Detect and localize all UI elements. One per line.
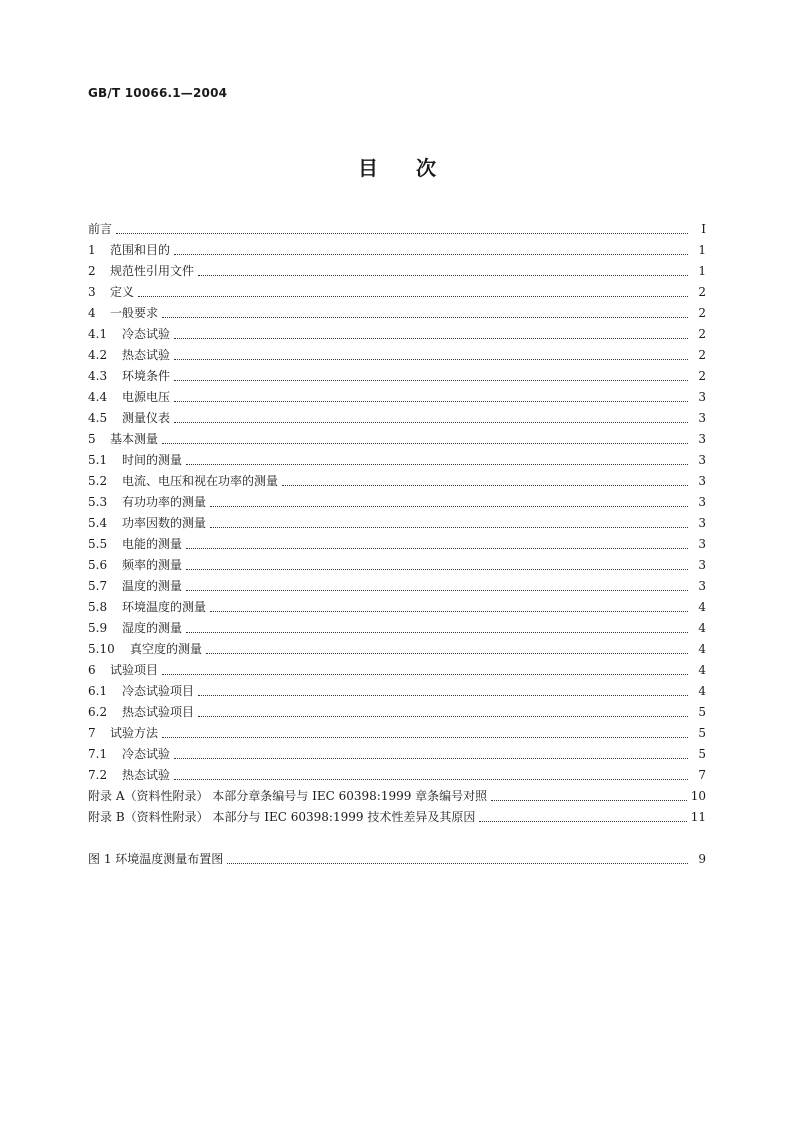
toc-entry-label: 前言 xyxy=(88,222,113,236)
toc-entry[interactable] xyxy=(88,576,706,597)
toc-entry-label: 电源电压 xyxy=(122,390,171,404)
toc-entry[interactable] xyxy=(88,324,706,345)
toc-entry-label: 温度的测量 xyxy=(122,579,183,593)
toc-entry-number: 5.9 xyxy=(88,621,108,635)
toc-entry[interactable] xyxy=(88,513,706,534)
toc-entry-page: 3 xyxy=(698,432,706,446)
toc-entry-label: 真空度的测量 xyxy=(130,642,203,656)
toc-entry-label: 环境温度的测量 xyxy=(122,600,207,614)
toc-dot-leader xyxy=(174,240,688,261)
toc-dot-leader xyxy=(174,765,688,786)
toc-entry-page: 2 xyxy=(698,348,706,362)
toc-entry-label: 规范性引用文件 xyxy=(110,264,195,278)
toc-entry-number: 5 xyxy=(88,432,96,446)
toc-entry-page: 2 xyxy=(698,306,706,320)
toc-entry-number: 5.4 xyxy=(88,516,108,530)
toc-entry-label: 附录 A（资料性附录） 本部分章条编号与 IEC 60398:1999 章条编号对照 xyxy=(88,789,488,803)
toc-entry-page: 4 xyxy=(698,663,706,677)
toc-spacer xyxy=(88,828,706,849)
toc-entry[interactable] xyxy=(88,555,706,576)
toc-entry-number: 4.1 xyxy=(88,327,108,341)
toc-entry-number: 5.7 xyxy=(88,579,108,593)
toc-entry-page: 4 xyxy=(698,600,706,614)
toc-entry[interactable] xyxy=(88,681,706,702)
toc-dot-leader xyxy=(198,702,688,723)
toc-entry-label: 试验项目 xyxy=(110,663,159,677)
toc-entry-page: 3 xyxy=(698,558,706,572)
toc-entry-number: 7 xyxy=(88,726,96,740)
toc-dot-leader xyxy=(174,387,688,408)
toc-entry-page: 11 xyxy=(690,810,706,824)
toc-entry-number: 7.1 xyxy=(88,747,108,761)
page-title: 目次 xyxy=(358,156,474,180)
toc-entry[interactable] xyxy=(88,471,706,492)
toc-entry-number: 5.1 xyxy=(88,453,108,467)
toc-entry-page: 4 xyxy=(698,642,706,656)
toc-entry-label: 冷态试验 xyxy=(122,327,171,341)
toc-entry[interactable] xyxy=(88,303,706,324)
toc-entry-page: 3 xyxy=(698,474,706,488)
toc-entry-label: 时间的测量 xyxy=(122,453,183,467)
toc-dot-leader xyxy=(210,492,688,513)
toc-dot-leader xyxy=(116,219,688,240)
toc-dot-leader xyxy=(210,597,688,618)
toc-entry-number: 6 xyxy=(88,663,96,677)
toc-entry-number: 5.6 xyxy=(88,558,108,572)
toc-dot-leader xyxy=(138,282,688,303)
toc-entry-page: 3 xyxy=(698,390,706,404)
toc-entry[interactable] xyxy=(88,702,706,723)
toc-dot-leader xyxy=(186,555,688,576)
toc-entry-page: 5 xyxy=(698,705,706,719)
toc-entry-label: 试验方法 xyxy=(110,726,159,740)
toc-entry[interactable] xyxy=(88,744,706,765)
toc-entry[interactable] xyxy=(88,597,706,618)
toc-entry-number: 2 xyxy=(88,264,96,278)
toc-entry-label: 频率的测量 xyxy=(122,558,183,572)
toc-dot-leader xyxy=(174,366,688,387)
toc-dot-leader xyxy=(210,513,688,534)
toc-entry-page: 9 xyxy=(698,852,706,866)
toc-entry-page: 5 xyxy=(698,747,706,761)
toc-dot-leader xyxy=(186,618,688,639)
toc-entry[interactable] xyxy=(88,534,706,555)
toc-entry-label: 附录 B（资料性附录） 本部分与 IEC 60398:1999 技术性差异及其原因 xyxy=(88,810,476,824)
toc-entry[interactable] xyxy=(88,387,706,408)
toc-dot-leader xyxy=(186,450,688,471)
toc-entry-number: 5.3 xyxy=(88,495,108,509)
standard-code: GB/T 10066.1—2004 xyxy=(88,86,228,100)
toc-entry-page: 2 xyxy=(698,369,706,383)
toc-entry-page: 3 xyxy=(698,411,706,425)
toc-entry-page: 10 xyxy=(690,789,706,803)
toc-entry-number: 4 xyxy=(88,306,96,320)
toc-entry[interactable] xyxy=(88,450,706,471)
toc-entry[interactable] xyxy=(88,492,706,513)
toc-entry-label: 冷态试验 xyxy=(122,747,171,761)
toc-entry-page: 3 xyxy=(698,516,706,530)
toc-entry[interactable] xyxy=(88,765,706,786)
toc-entry-label: 热态试验 xyxy=(122,768,171,782)
toc-entry-page: 4 xyxy=(698,684,706,698)
toc-entry[interactable] xyxy=(88,639,706,660)
toc-dot-leader xyxy=(198,681,688,702)
toc-entry-page: 5 xyxy=(698,726,706,740)
toc-entry-number: 1 xyxy=(88,243,96,257)
toc-entry-number: 6.1 xyxy=(88,684,108,698)
toc-entry-number: 5.10 xyxy=(88,642,115,656)
toc-entry-page: 4 xyxy=(698,621,706,635)
toc-entry[interactable] xyxy=(88,807,706,828)
toc-entry-number: 5.8 xyxy=(88,600,108,614)
toc-entry-page: 3 xyxy=(698,579,706,593)
toc-entry-label: 热态试验项目 xyxy=(122,705,195,719)
toc-entry[interactable] xyxy=(88,261,706,282)
toc-entry-label: 测量仪表 xyxy=(122,411,171,425)
toc-dot-leader xyxy=(174,744,688,765)
toc-entry-label: 有功功率的测量 xyxy=(122,495,207,509)
toc-entry-number: 4.5 xyxy=(88,411,108,425)
toc-entry-label: 功率因数的测量 xyxy=(122,516,207,530)
toc-entry-label: 电能的测量 xyxy=(122,537,183,551)
toc-entry-number: 4.3 xyxy=(88,369,108,383)
toc-entry[interactable] xyxy=(88,240,706,261)
toc-entry-label: 湿度的测量 xyxy=(122,621,183,635)
toc-entry-number: 7.2 xyxy=(88,768,108,782)
toc-entry-number: 4.4 xyxy=(88,390,108,404)
toc-entry-number: 6.2 xyxy=(88,705,108,719)
toc-entry[interactable] xyxy=(88,345,706,366)
figure-entries xyxy=(88,849,706,870)
toc-entry[interactable] xyxy=(88,723,706,744)
toc-entry-label: 环境条件 xyxy=(122,369,171,383)
toc-dot-leader xyxy=(162,429,688,450)
toc-dot-leader xyxy=(174,408,688,429)
toc-entry-page: 3 xyxy=(698,453,706,467)
toc-dot-leader xyxy=(206,639,688,660)
toc-entry-label: 热态试验 xyxy=(122,348,171,362)
toc-entry-page: 1 xyxy=(698,264,706,278)
toc-dot-leader xyxy=(162,303,688,324)
toc-dot-leader xyxy=(282,471,688,492)
toc-entry[interactable] xyxy=(88,366,706,387)
toc-entry[interactable] xyxy=(88,786,706,807)
toc-entry[interactable] xyxy=(88,660,706,681)
toc-entry-page: 2 xyxy=(698,327,706,341)
toc-entry-label: 定义 xyxy=(110,285,135,299)
toc-dot-leader xyxy=(227,849,688,870)
toc-entry[interactable] xyxy=(88,849,706,870)
toc-dot-leader xyxy=(198,261,688,282)
toc-entry-number: 4.2 xyxy=(88,348,108,362)
toc-entry[interactable] xyxy=(88,618,706,639)
toc-entries xyxy=(88,219,706,828)
toc-dot-leader xyxy=(479,807,686,828)
toc-entry-label: 电流、电压和视在功率的测量 xyxy=(122,474,279,488)
toc-entry-number: 5.2 xyxy=(88,474,108,488)
toc-entry-label: 一般要求 xyxy=(110,306,159,320)
toc-entry[interactable] xyxy=(88,282,706,303)
toc-entry-number: 3 xyxy=(88,285,96,299)
toc-entry-page: Ⅰ xyxy=(701,222,706,236)
toc-dot-leader xyxy=(174,345,688,366)
toc-dot-leader xyxy=(162,660,688,681)
toc-entry-page: 3 xyxy=(698,495,706,509)
toc-dot-leader xyxy=(186,576,688,597)
toc-dot-leader xyxy=(174,324,688,345)
toc-entry-page: 2 xyxy=(698,285,706,299)
toc-entry[interactable] xyxy=(88,429,706,450)
toc-entry[interactable] xyxy=(88,219,706,240)
table-of-contents xyxy=(88,219,706,870)
toc-entry-page: 1 xyxy=(698,243,706,257)
toc-entry-page: 7 xyxy=(698,768,706,782)
toc-entry-label: 基本测量 xyxy=(110,432,159,446)
toc-entry-label: 范围和目的 xyxy=(110,243,171,257)
toc-dot-leader xyxy=(162,723,688,744)
toc-entry-page: 3 xyxy=(698,537,706,551)
toc-entry[interactable] xyxy=(88,408,706,429)
toc-entry-label: 冷态试验项目 xyxy=(122,684,195,698)
toc-entry-number: 5.5 xyxy=(88,537,108,551)
toc-dot-leader xyxy=(186,534,688,555)
toc-entry-label: 图 1 环境温度测量布置图 xyxy=(88,852,224,866)
toc-dot-leader xyxy=(491,786,687,807)
